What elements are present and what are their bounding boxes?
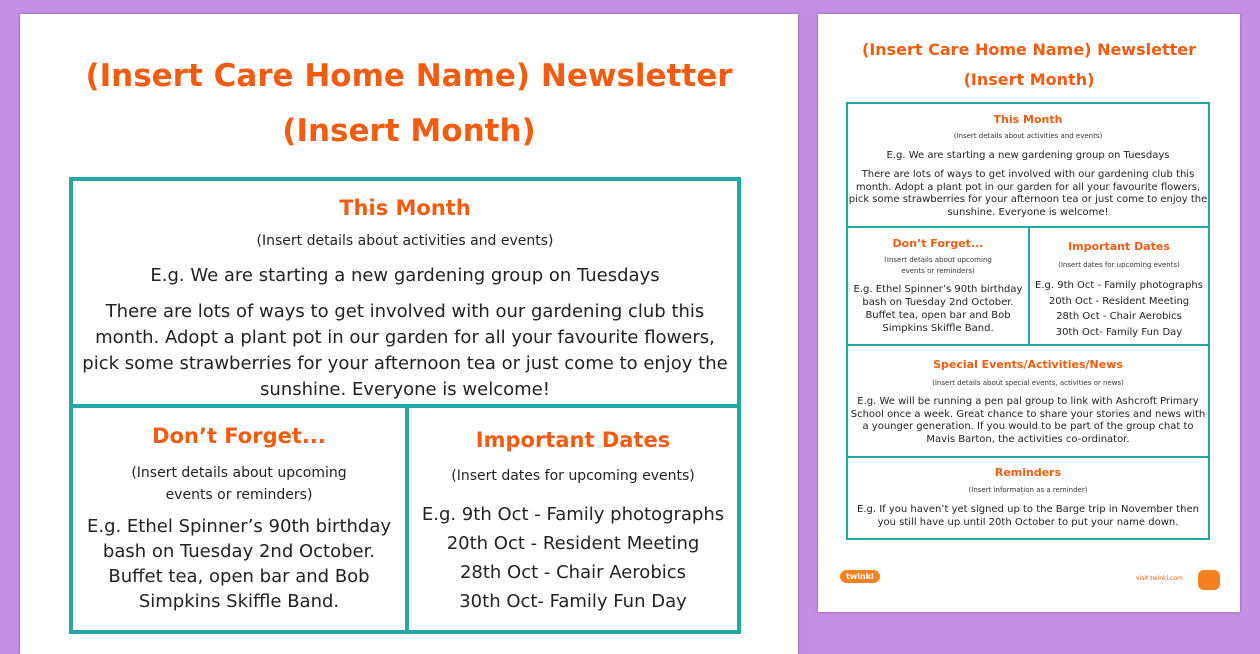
special-events-body bbox=[848, 396, 1208, 446]
body-line: a younger generation. If you would to be part of the group chat to bbox=[862, 421, 1194, 432]
important-dates-list-small bbox=[1030, 278, 1208, 340]
date-item: 28th Oct - Chair Aerobics bbox=[1056, 311, 1182, 322]
footer-url: visit twinkl.com bbox=[1136, 575, 1183, 582]
twinkl-badge-icon bbox=[1198, 570, 1220, 590]
special-events-hint: (Insert details about special events, activities or news) bbox=[932, 379, 1124, 387]
special-events-section-small bbox=[846, 344, 1210, 458]
body-line: Buffet tea, open bar and Bob bbox=[865, 310, 1011, 321]
body-line: School once a week. Great chance to share your stories and news with bbox=[850, 408, 1206, 420]
important-dates-hint: (Insert dates for upcoming events) bbox=[451, 468, 695, 484]
hint-line: events or reminders) bbox=[165, 487, 313, 503]
dont-forget-section bbox=[69, 404, 409, 634]
this-month-heading-small: This Month bbox=[993, 113, 1063, 126]
this-month-example: E.g. We are starting a new gardening group on Tuesdays bbox=[150, 265, 660, 286]
body-line: sunshine. Everyone is welcome! bbox=[260, 379, 550, 400]
special-events-heading: Special Events/Activities/News bbox=[933, 358, 1123, 371]
important-dates-section-small bbox=[1028, 226, 1210, 346]
this-month-body bbox=[73, 299, 737, 403]
newsletter-month-small: (Insert Month) bbox=[963, 70, 1095, 89]
newsletter-month: (Insert Month) bbox=[282, 113, 536, 149]
body-line: bash on Tuesday 2nd October. bbox=[102, 541, 376, 562]
reminders-body bbox=[848, 503, 1208, 529]
important-dates-list bbox=[409, 500, 737, 616]
date-item: 30th Oct- Family Fun Day bbox=[1055, 326, 1183, 338]
dont-forget-heading-small: Don’t Forget... bbox=[892, 237, 984, 250]
this-month-hint-small: (Insert details about activities and events) bbox=[953, 132, 1103, 140]
date-item: E.g. 9th Oct - Family photographs bbox=[421, 504, 725, 525]
this-month-body-small bbox=[848, 169, 1208, 219]
dont-forget-body bbox=[73, 514, 405, 614]
body-line: There are lots of ways to get involved with our gardening club this bbox=[861, 169, 1195, 180]
twinkl-logo: twinkl bbox=[840, 570, 880, 583]
reminders-heading: Reminders bbox=[994, 466, 1062, 479]
newsletter-page-full bbox=[818, 14, 1240, 612]
newsletter-title-small: (Insert Care Home Name) Newsletter bbox=[862, 40, 1196, 59]
important-dates-heading: Important Dates bbox=[475, 428, 671, 452]
dont-forget-body-small bbox=[848, 283, 1028, 335]
this-month-example-small: E.g. We are starting a new gardening group on Tuesdays bbox=[886, 150, 1170, 161]
body-line: sunshine. Everyone is welcome! bbox=[947, 206, 1109, 218]
body-line: Simpkins Skiffle Band. bbox=[138, 591, 340, 612]
body-line: E.g. We will be running a pen pal group to link with Ashcroft Primary bbox=[857, 396, 1199, 407]
body-line: you still have up until 20th October to put your name down. bbox=[877, 517, 1179, 528]
dont-forget-hint-small bbox=[848, 255, 1028, 277]
body-line: Buffet tea, open bar and Bob bbox=[108, 566, 370, 587]
body-line: month. Adopt a plant pot in our garden for all your favourite flowers, bbox=[855, 181, 1201, 193]
hint-line: (Insert details about upcoming bbox=[131, 465, 347, 481]
important-dates-section bbox=[405, 404, 741, 634]
body-line: pick some strawberries for your afternoon tea or just come to enjoy the bbox=[848, 194, 1208, 205]
body-line: E.g. If you haven’t yet signed up to the Barge trip in November then bbox=[857, 504, 1199, 515]
date-item: 30th Oct- Family Fun Day bbox=[459, 591, 687, 612]
body-line: E.g. Ethel Spinner’s 90th birthday bbox=[853, 284, 1023, 295]
newsletter-title: (Insert Care Home Name) Newsletter bbox=[85, 58, 733, 94]
date-item: E.g. 9th Oct - Family photographs bbox=[1035, 280, 1203, 291]
hint-line: events or reminders) bbox=[901, 267, 975, 275]
this-month-section-small bbox=[846, 102, 1210, 228]
dont-forget-section-small bbox=[846, 226, 1030, 346]
important-dates-heading-small: Important Dates bbox=[1068, 240, 1170, 253]
date-item: 20th Oct - Resident Meeting bbox=[1048, 295, 1190, 307]
hint-line: (Insert details about upcoming bbox=[884, 256, 992, 264]
this-month-section bbox=[69, 177, 741, 408]
newsletter-page-zoomed bbox=[20, 14, 798, 654]
date-item: 28th Oct - Chair Aerobics bbox=[459, 562, 687, 583]
dont-forget-heading: Don’t Forget... bbox=[152, 424, 326, 448]
this-month-hint: (Insert details about activities and events) bbox=[256, 233, 554, 249]
important-dates-hint-small: (Insert dates for upcoming events) bbox=[1058, 261, 1180, 269]
this-month-heading: This Month bbox=[339, 196, 471, 220]
body-line: month. Adopt a plant pot in our garden for all your favourite flowers, bbox=[95, 327, 715, 348]
dont-forget-hint bbox=[73, 462, 405, 506]
body-line: pick some strawberries for your afternoon tea or just come to enjoy the bbox=[82, 353, 728, 374]
date-item: 20th Oct - Resident Meeting bbox=[446, 533, 700, 554]
reminders-section-small bbox=[846, 456, 1210, 540]
body-line: bash on Tuesday 2nd October. bbox=[862, 297, 1014, 308]
body-line: There are lots of ways to get involved with our gardening club this bbox=[105, 301, 705, 322]
body-line: E.g. Ethel Spinner’s 90th birthday bbox=[86, 516, 392, 537]
reminders-hint: (Insert information as a reminder) bbox=[968, 486, 1088, 494]
body-line: Mavis Barton, the activities co-ordinator. bbox=[926, 433, 1130, 445]
body-line: Simpkins Skiffle Band. bbox=[882, 323, 994, 334]
